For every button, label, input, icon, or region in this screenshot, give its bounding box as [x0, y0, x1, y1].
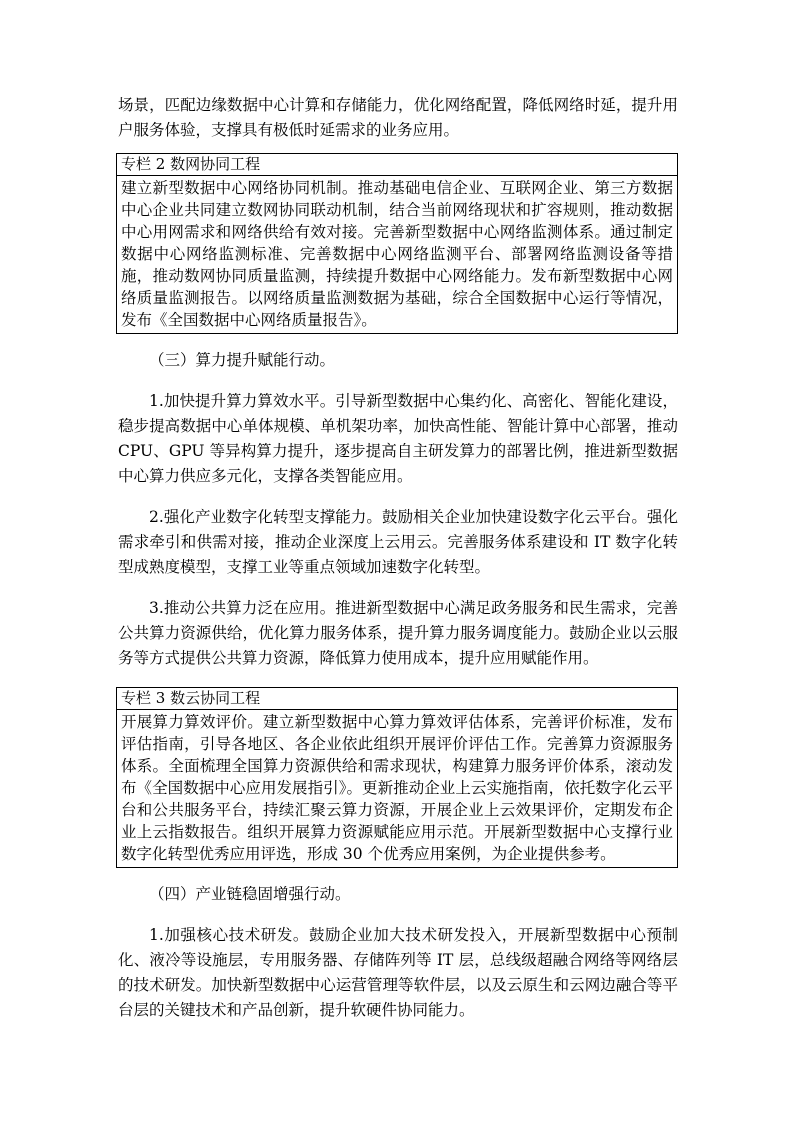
column-box-2	[116, 153, 678, 334]
section-3-item-2: 2.强化产业数字化转型支撑能力。鼓励相关企业加快建设数字化云平台。强化需求牵引和供需对接，推动企业深度上云用云。完善服务体系建设和 IT 数字化转型成熟度模型，支撑工业等重点领域加速数字化转型。	[118, 508, 678, 576]
column-box-2-body: 建立新型数据中心网络协同机制。推动基础电信企业、互联网企业、第三方数据中心企业共同建立数网协同联动机制，结合当前网络现状和扩容规则，推动数据中心用网需求和网络供给有效对接。完善新型数据中心网络监测体系。通过制定数据中心网络监测标准、完善数据中心网络监测平台、部署网络监测设备等措施，推动数网协同质量监测，持续提升数据中心网络能力。发布新型数据中心网络质量监测报告。以网络质量监测数据为基础，综合全国数据中心运行等情况，发布《全国数据中心网络质量报告》。	[121, 179, 673, 329]
column-box-2-title: 专栏 2 数网协同工程	[117, 154, 677, 176]
column-box-3-title: 专栏 3 数云协同工程	[117, 688, 677, 710]
intro-paragraph: 场景，匹配边缘数据中心计算和存储能力，优化网络配置，降低网络时延，提升用户服务体验，支撑具有极低时延需求的业务应用。	[118, 96, 678, 139]
section-4-item-1: 1.加强核心技术研发。鼓励企业加大技术研发投入，开展新型数据中心预制化、液冷等设施层，专用服务器、存储阵列等 IT 层，总线级超融合网络等网络层的技术研发。加快新型数据中心运营管理等软件层，以及云原生和云网边融合等平台层的关键技术和产品创新，提升软硬件协同能力。	[118, 926, 678, 1019]
section-3-item-1: 1.加快提升算力算效水平。引导新型数据中心集约化、高密化、智能化建设，稳步提高数据中心单体规模、单机架功率，加快高性能、智能计算中心部署，推动 CPU、GPU 等异构算力提升，逐步提高自主研发算力的部署比例，推进新型数据中心算力供应多元化，支撑各类智能应用。	[118, 392, 678, 485]
section-4-heading: （四）产业链稳固增强行动。	[149, 885, 351, 903]
column-box-3-body: 开展算力算效评价。建立新型数据中心算力算效评估体系，完善评价标准，发布评估指南，引导各地区、各企业依此组织开展评价评估工作。完善算力资源服务体系。全面梳理全国算力资源供给和需求现状，构建算力服务评价体系，滚动发布《全国数据中心应用发展指引》。更新推动企业上云实施指南，依托数字化云平台和公共服务平台，持续汇聚云算力资源，开展企业上云效果评价，定期发布企业上云指数报告。组织开展算力资源赋能应用示范。开展新型数据中心支撑行业数字化转型优秀应用评选，形成 30 个优秀应用案例，为企业提供参考。	[121, 713, 673, 863]
document-page	[118, 93, 678, 1023]
section-3-heading: （三）算力提升赋能行动。	[149, 351, 336, 369]
column-box-3	[116, 687, 678, 868]
section-3-item-3: 3.推动公共算力泛在应用。推进新型数据中心满足政务服务和民生需求，完善公共算力资源供给，优化算力服务体系，提升算力服务调度能力。鼓励企业以云服务等方式提供公共算力资源，降低算力使用成本，提升应用赋能作用。	[118, 599, 678, 667]
